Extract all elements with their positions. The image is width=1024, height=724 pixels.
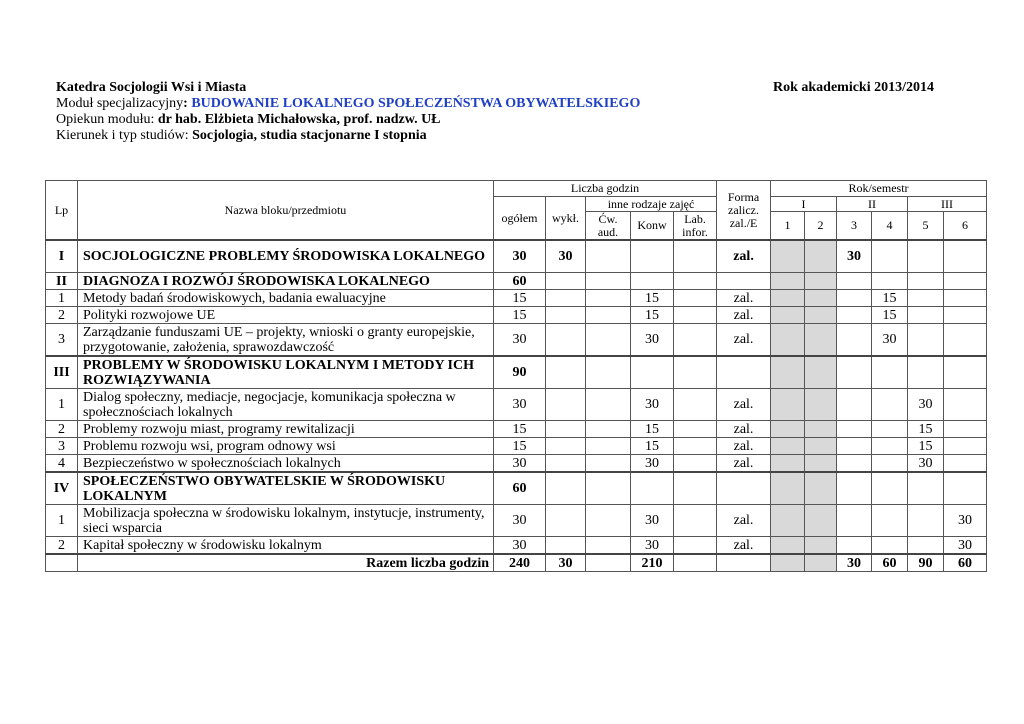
- row-lp: III: [46, 356, 78, 389]
- cell-konw: [631, 356, 674, 389]
- cell-cw: [586, 290, 631, 307]
- cell-total: 15: [494, 307, 546, 324]
- row-lp: 3: [46, 324, 78, 357]
- cell-s2: [805, 356, 837, 389]
- cell-cw: [586, 324, 631, 357]
- cell-s4: [872, 356, 908, 389]
- row-lp: II: [46, 273, 78, 290]
- row-name: Metody badań środowiskowych, badania ewaluacyjne: [78, 290, 494, 307]
- cell-cw: [586, 537, 631, 555]
- year-header: II: [837, 197, 908, 212]
- cell-s2: [805, 472, 837, 505]
- row-name: Bezpieczeństwo w społecznościach lokalnych: [78, 455, 494, 473]
- semester-header: 2: [805, 212, 837, 241]
- total-total: 240: [494, 554, 546, 572]
- row-lp: 2: [46, 421, 78, 438]
- cell-s6: 30: [944, 505, 987, 537]
- cell-s6: [944, 290, 987, 307]
- semester-header: 5: [908, 212, 944, 241]
- cell-lab: [674, 472, 717, 505]
- cell-s5: [908, 290, 944, 307]
- cell-lecture: [546, 273, 586, 290]
- cell-s3: [837, 273, 872, 290]
- cell-s4: [872, 537, 908, 555]
- cell-s2: [805, 389, 837, 421]
- module-name: BUDOWANIE LOKALNEGO SPOŁECZEŃSTWA OBYWATELSKIEGO: [191, 96, 641, 111]
- cell-total: 30: [494, 389, 546, 421]
- row-name: SOCJOLOGICZNE PROBLEMY ŚRODOWISKA LOKALNEGO: [78, 240, 494, 273]
- cell-s3: [837, 455, 872, 473]
- cell-s5: [908, 273, 944, 290]
- cell-form: [717, 273, 771, 290]
- table-row: [46, 421, 987, 438]
- module-line: [56, 96, 936, 112]
- cell-form: [717, 356, 771, 389]
- cell-s6: [944, 273, 987, 290]
- row-name: Problemy rozwoju miast, programy rewitalizacji: [78, 421, 494, 438]
- cell-konw: 30: [631, 324, 674, 357]
- total-konw: 210: [631, 554, 674, 572]
- row-name: PROBLEMY W ŚRODOWISKU LOKALNYM I METODY ICH ROZWIĄZYWANIA: [78, 356, 494, 389]
- cell-lecture: [546, 438, 586, 455]
- cell-s2: [805, 324, 837, 357]
- total-s3: 30: [837, 554, 872, 572]
- table-row: [46, 537, 987, 555]
- cell-cw: [586, 472, 631, 505]
- row-name: SPOŁECZEŃSTWO OBYWATELSKIE W ŚRODOWISKU LOKALNYM: [78, 472, 494, 505]
- cell-form: [717, 472, 771, 505]
- cell-konw: [631, 472, 674, 505]
- row-lp: 1: [46, 290, 78, 307]
- cell-konw: [631, 240, 674, 273]
- cell-s4: [872, 455, 908, 473]
- cell-s1: [771, 273, 805, 290]
- cell-cw: [586, 421, 631, 438]
- table-row: [46, 438, 987, 455]
- cell-form: zal.: [717, 421, 771, 438]
- cell-s1: [771, 290, 805, 307]
- cell-s2: [805, 438, 837, 455]
- cell-lab: [674, 324, 717, 357]
- row-name: Polityki rozwojowe UE: [78, 307, 494, 324]
- cell-s1: [771, 324, 805, 357]
- department-name: Katedra Socjologii Wsi i Miasta: [56, 80, 247, 95]
- cell-s4: [872, 273, 908, 290]
- cell-konw: 15: [631, 307, 674, 324]
- semester-header: 1: [771, 212, 805, 241]
- year-header: I: [771, 197, 837, 212]
- cell-s6: [944, 455, 987, 473]
- col-lab-header: Lab. infor.: [674, 212, 717, 241]
- year-header: III: [908, 197, 987, 212]
- cell-lecture: [546, 421, 586, 438]
- cell-form: zal.: [717, 438, 771, 455]
- cell-s6: [944, 472, 987, 505]
- col-hours-header: Liczba godzin: [494, 181, 717, 197]
- table-row: [46, 290, 987, 307]
- cell-konw: 30: [631, 389, 674, 421]
- cell-s4: 30: [872, 324, 908, 357]
- cell-s2: [805, 421, 837, 438]
- row-lp: 3: [46, 438, 78, 455]
- header-line-1: [56, 80, 936, 96]
- cell-s1: [771, 421, 805, 438]
- col-konw-header: Konw: [631, 212, 674, 241]
- section-row: [46, 472, 987, 505]
- cell-s5: [908, 324, 944, 357]
- semester-header: 6: [944, 212, 987, 241]
- cell-s2: [805, 273, 837, 290]
- cell-konw: 15: [631, 421, 674, 438]
- cell-lecture: [546, 472, 586, 505]
- cell-lab: [674, 421, 717, 438]
- cell-s3: [837, 307, 872, 324]
- cell-s6: [944, 389, 987, 421]
- col-form-header: Forma zalicz. zal./E: [717, 181, 771, 241]
- cell-lecture: [546, 356, 586, 389]
- cell-form: zal.: [717, 307, 771, 324]
- cell-s2: [805, 307, 837, 324]
- row-name: Problemu rozwoju wsi, program odnowy wsi: [78, 438, 494, 455]
- cell-cw: [586, 307, 631, 324]
- field-line: [56, 128, 936, 144]
- cell-s2: [805, 537, 837, 555]
- cell-lecture: [546, 537, 586, 555]
- cell-s5: [908, 240, 944, 273]
- row-lp: 1: [46, 389, 78, 421]
- cell-total: 30: [494, 455, 546, 473]
- cell-cw: [586, 505, 631, 537]
- cell-s3: [837, 438, 872, 455]
- cell-lecture: [546, 505, 586, 537]
- cell-cw: [586, 240, 631, 273]
- cell-s1: [771, 537, 805, 555]
- supervisor-name: dr hab. Elżbieta Michałowska, prof. nadzw. UŁ: [157, 112, 441, 127]
- cell-lab: [674, 356, 717, 389]
- cell-s1: [771, 505, 805, 537]
- cell-s2: [805, 505, 837, 537]
- cell-lecture: [546, 389, 586, 421]
- cell-lab: [674, 505, 717, 537]
- cell-cw: [586, 389, 631, 421]
- cell-total: 60: [494, 472, 546, 505]
- table-row: [46, 505, 987, 537]
- total-s4: 60: [872, 554, 908, 572]
- cell-konw: 15: [631, 290, 674, 307]
- cell-total: 15: [494, 290, 546, 307]
- section-row: [46, 240, 987, 273]
- cell-s3: [837, 356, 872, 389]
- total-label: Razem liczba godzin: [78, 554, 494, 572]
- cell-lecture: 30: [546, 240, 586, 273]
- cell-s5: 15: [908, 438, 944, 455]
- cell-form: zal.: [717, 505, 771, 537]
- cell-s5: [908, 307, 944, 324]
- cell-cw: [586, 356, 631, 389]
- cell-s1: [771, 307, 805, 324]
- cell-lab: [674, 389, 717, 421]
- cell-s3: [837, 290, 872, 307]
- row-lp: 4: [46, 455, 78, 473]
- cell-form: zal.: [717, 389, 771, 421]
- field-value: Socjologia, studia stacjonarne I stopnia: [192, 128, 427, 143]
- col-total-header: ogółem: [494, 197, 546, 241]
- table-row: [46, 307, 987, 324]
- cell-lab: [674, 240, 717, 273]
- cell-total: 30: [494, 240, 546, 273]
- cell-s1: [771, 356, 805, 389]
- cell-s5: [908, 356, 944, 389]
- cell-form: zal.: [717, 324, 771, 357]
- total-cw: [586, 554, 631, 572]
- section-row: [46, 356, 987, 389]
- cell-s5: [908, 505, 944, 537]
- row-name: DIAGNOZA I ROZWÓJ ŚRODOWISKA LOKALNEGO: [78, 273, 494, 290]
- cell-konw: 30: [631, 455, 674, 473]
- cell-s3: [837, 389, 872, 421]
- academic-year: Rok akademicki 2013/2014: [772, 80, 934, 95]
- cell-s6: [944, 324, 987, 357]
- cell-lecture: [546, 324, 586, 357]
- total-s6: 60: [944, 554, 987, 572]
- cell-lecture: [546, 307, 586, 324]
- cell-s6: [944, 240, 987, 273]
- cell-s1: [771, 240, 805, 273]
- cell-cw: [586, 438, 631, 455]
- cell-s4: [872, 505, 908, 537]
- cell-lab: [674, 290, 717, 307]
- row-name: Zarządzanie funduszami UE – projekty, wnioski o granty europejskie, przygotowanie, założenia, sprawozdawczość: [78, 324, 494, 357]
- cell-lab: [674, 537, 717, 555]
- total-lab: [674, 554, 717, 572]
- cell-total: 30: [494, 324, 546, 357]
- cell-s3: [837, 537, 872, 555]
- cell-s2: [805, 455, 837, 473]
- cell-s4: [872, 240, 908, 273]
- cell-konw: 30: [631, 505, 674, 537]
- cell-form: zal.: [717, 455, 771, 473]
- cell-s4: [872, 421, 908, 438]
- row-lp: 2: [46, 537, 78, 555]
- total-form: [717, 554, 771, 572]
- col-name-header: Nazwa bloku/przedmiotu: [78, 181, 494, 241]
- cell-lecture: [546, 290, 586, 307]
- module-colon: :: [183, 96, 188, 111]
- cell-s5: [908, 537, 944, 555]
- cell-s1: [771, 389, 805, 421]
- cell-s4: [872, 472, 908, 505]
- cell-lab: [674, 273, 717, 290]
- row-name: Dialog społeczny, mediacje, negocjacje, komunikacja społeczna w społecznościach lokalnych: [78, 389, 494, 421]
- cell-cw: [586, 273, 631, 290]
- cell-s3: 30: [837, 240, 872, 273]
- cell-s6: 30: [944, 537, 987, 555]
- cell-s6: [944, 356, 987, 389]
- module-label: Moduł specjalizacyjny: [56, 96, 184, 111]
- total-lp: [46, 554, 78, 572]
- cell-total: 15: [494, 438, 546, 455]
- field-label: Kierunek i typ studiów:: [56, 128, 189, 143]
- col-cw-header: Ćw. aud.: [586, 212, 631, 241]
- cell-s5: [908, 472, 944, 505]
- semester-header: 4: [872, 212, 908, 241]
- cell-total: 90: [494, 356, 546, 389]
- cell-form: zal.: [717, 240, 771, 273]
- cell-konw: 30: [631, 537, 674, 555]
- cell-s5: 15: [908, 421, 944, 438]
- supervisor-label: Opiekun modułu:: [56, 112, 155, 127]
- total-row: [46, 554, 987, 572]
- cell-total: 30: [494, 505, 546, 537]
- cell-s4: [872, 438, 908, 455]
- cell-s4: 15: [872, 290, 908, 307]
- col-lp-header: Lp: [46, 181, 78, 241]
- total-s2: [805, 554, 837, 572]
- cell-s5: 30: [908, 455, 944, 473]
- table-row: [46, 455, 987, 473]
- cell-s1: [771, 438, 805, 455]
- row-lp: 1: [46, 505, 78, 537]
- cell-s4: [872, 389, 908, 421]
- total-s1: [771, 554, 805, 572]
- cell-s3: [837, 421, 872, 438]
- cell-konw: [631, 273, 674, 290]
- cell-total: 60: [494, 273, 546, 290]
- section-row: [46, 273, 987, 290]
- cell-s6: [944, 438, 987, 455]
- cell-lab: [674, 307, 717, 324]
- cell-lecture: [546, 455, 586, 473]
- cell-s3: [837, 324, 872, 357]
- cell-s2: [805, 290, 837, 307]
- cell-s5: 30: [908, 389, 944, 421]
- cell-s6: [944, 307, 987, 324]
- semester-header: 3: [837, 212, 872, 241]
- total-s5: 90: [908, 554, 944, 572]
- supervisor-line: [56, 112, 936, 128]
- table-row: [46, 324, 987, 357]
- cell-konw: 15: [631, 438, 674, 455]
- cell-form: zal.: [717, 537, 771, 555]
- total-lecture: 30: [546, 554, 586, 572]
- col-lecture-header: wykł.: [546, 197, 586, 241]
- cell-total: 15: [494, 421, 546, 438]
- row-lp: IV: [46, 472, 78, 505]
- cell-s3: [837, 505, 872, 537]
- row-name: Mobilizacja społeczna w środowisku lokalnym, instytucje, instrumenty, sieci wsparcia: [78, 505, 494, 537]
- cell-cw: [586, 455, 631, 473]
- cell-lab: [674, 455, 717, 473]
- row-lp: I: [46, 240, 78, 273]
- cell-form: zal.: [717, 290, 771, 307]
- col-other-header: inne rodzaje zajęć: [586, 197, 717, 212]
- cell-s6: [944, 421, 987, 438]
- cell-s1: [771, 455, 805, 473]
- cell-s1: [771, 472, 805, 505]
- row-lp: 2: [46, 307, 78, 324]
- table-row: [46, 389, 987, 421]
- cell-total: 30: [494, 537, 546, 555]
- row-name: Kapitał społeczny w środowisku lokalnym: [78, 537, 494, 555]
- curriculum-table: [45, 180, 987, 572]
- cell-lab: [674, 438, 717, 455]
- cell-s3: [837, 472, 872, 505]
- cell-s2: [805, 240, 837, 273]
- col-year-header: Rok/semestr: [771, 181, 987, 197]
- cell-s4: 15: [872, 307, 908, 324]
